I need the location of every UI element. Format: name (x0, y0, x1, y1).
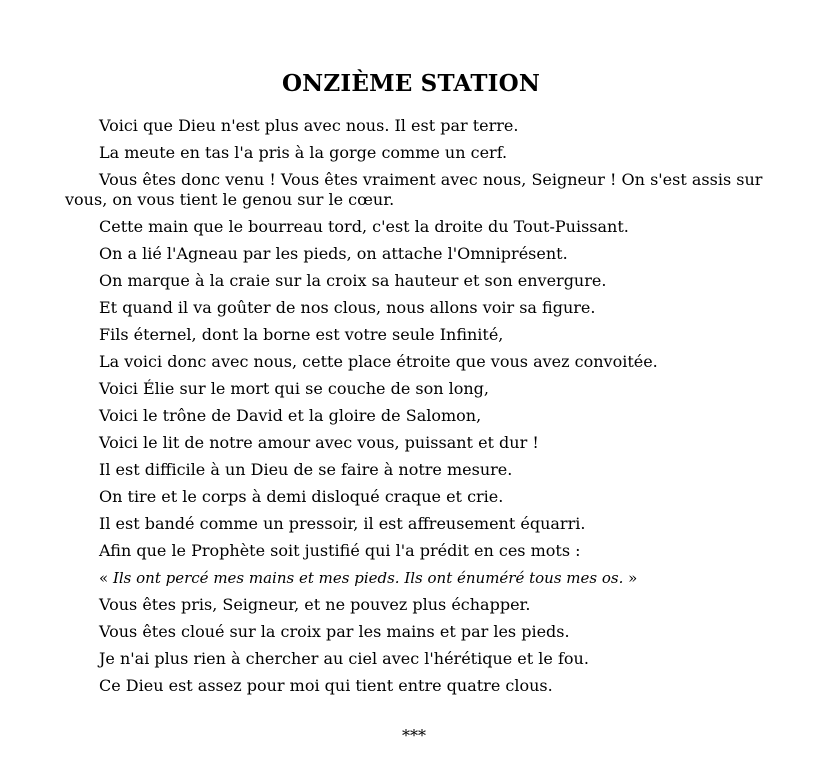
scripture-quote (65, 568, 775, 595)
verse-line: On a lié l'Agneau par les pieds, on attache l'Omniprésent. (99, 244, 568, 263)
verse-line: Vous êtes pris, Seigneur, et ne pouvez plus échapper. (99, 595, 531, 614)
verse-line: Voici que Dieu n'est plus avec nous. Il est par terre. (99, 116, 519, 135)
verse-line: Voici le lit de notre amour avec vous, puissant et dur ! (99, 433, 539, 452)
verse-line: Ce Dieu est assez pour moi qui tient entre quatre clous. (99, 676, 553, 695)
verse-line: Il est difficile à un Dieu de se faire à notre mesure. (99, 460, 513, 479)
quote-open-mark: « (99, 569, 113, 587)
verse-line: Et quand il va goûter de nos clous, nous allons voir sa figure. (99, 298, 596, 317)
verse-line: Afin que le Prophète soit justifié qui l'a prédit en ces mots : (99, 541, 581, 560)
verse-line: Vous êtes cloué sur la croix par les mains et par les pieds. (99, 622, 570, 641)
verse-line: Je n'ai plus rien à chercher au ciel avec l'hérétique et le fou. (99, 649, 589, 668)
page-title: ONZIÈME STATION (281, 70, 541, 97)
verse-line: Vous êtes donc venu ! Vous êtes vraiment avec nous, Seigneur ! On s'est assis sur vous, on vous tient le genou sur le cœur. (65, 170, 763, 209)
quote-text: Ils ont percé mes mains et mes pieds. Ils ont énuméré tous mes os. (112, 569, 624, 587)
verse-line: On tire et le corps à demi disloqué craque et crie. (99, 487, 504, 506)
verse-line: Voici le trône de David et la gloire de Salomon, (99, 406, 482, 425)
verse-line: On marque à la craie sur la croix sa hauteur et son envergure. (99, 271, 607, 290)
quote-close-mark: » (623, 569, 638, 587)
verse-line: Il est bandé comme un pressoir, il est affreusement équarri. (99, 514, 586, 533)
verse-line: Fils éternel, dont la borne est votre seule Infinité, (99, 325, 504, 344)
section-separator: *** (402, 726, 426, 745)
verse-line: Voici Élie sur le mort qui se couche de son long, (99, 379, 490, 398)
verse-line: Cette main que le bourreau tord, c'est la droite du Tout-Puissant. (99, 217, 629, 236)
verse-line: La meute en tas l'a pris à la gorge comme un cerf. (99, 143, 508, 162)
verse-line: La voici donc avec nous, cette place étroite que vous avez convoitée. (99, 352, 658, 371)
poem-body (65, 116, 775, 703)
